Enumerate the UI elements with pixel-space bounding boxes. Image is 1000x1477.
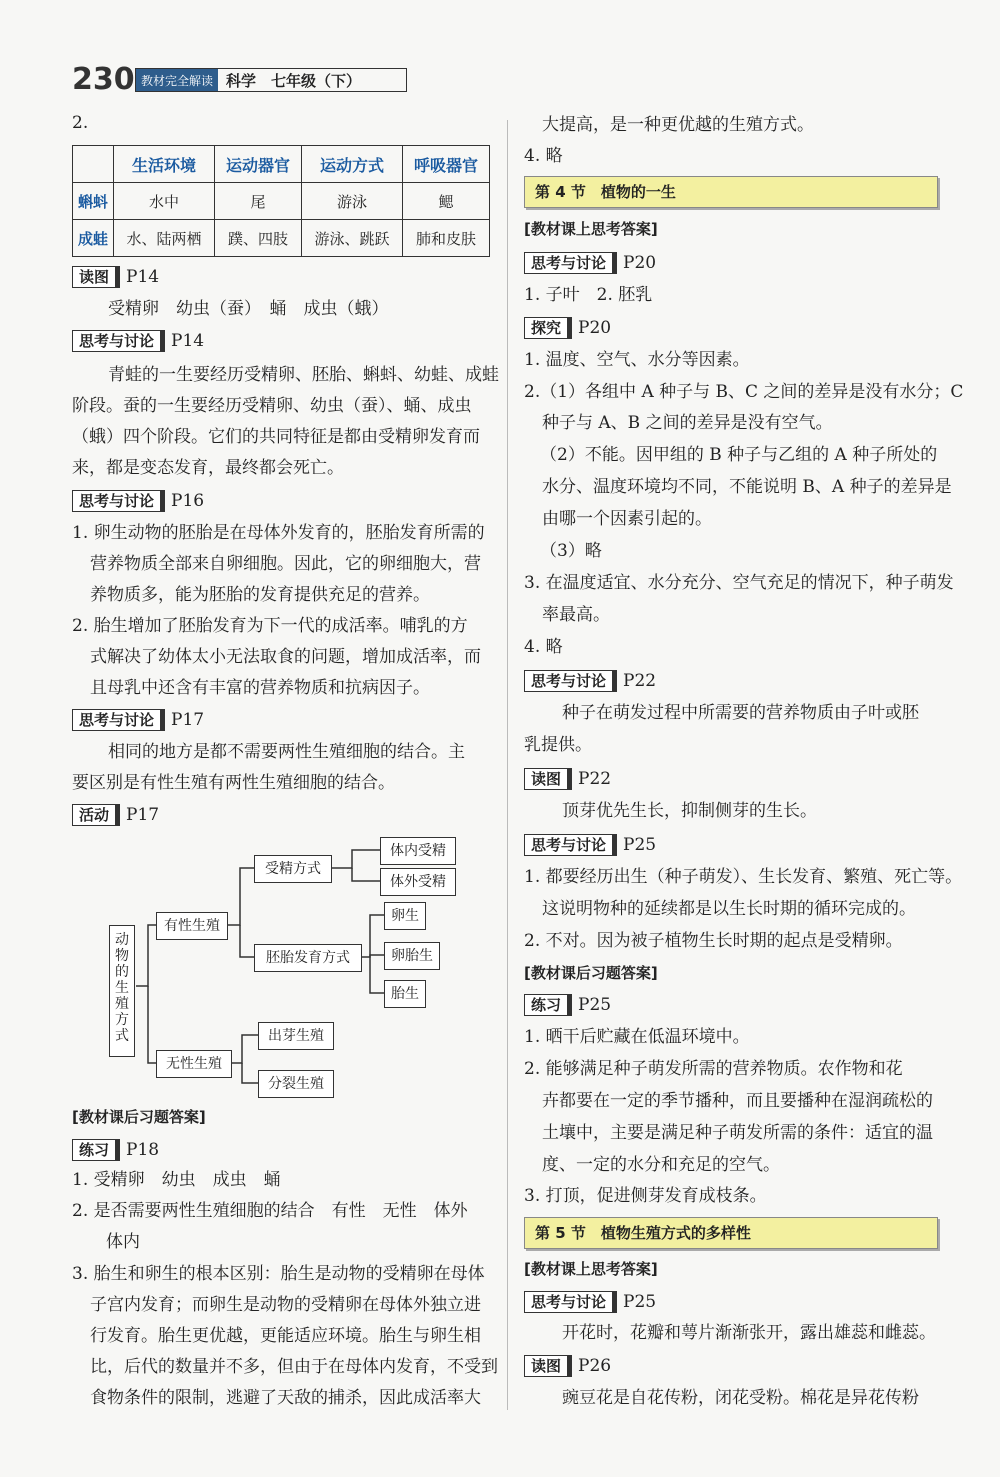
- page-ref: P25: [578, 995, 612, 1015]
- section-4-title: 第 4 节 植物的一生: [524, 176, 938, 208]
- block-heading: [524, 1287, 656, 1317]
- diagram-root-node: 动物的生殖方式: [109, 925, 135, 1057]
- table-header: 呼吸器官: [403, 146, 490, 183]
- page-ref: P16: [171, 491, 205, 511]
- answer-text: 行发育。胎生更优越，更能适应环境。胎生与卵生相: [90, 1326, 481, 1346]
- node-viviparous: 胎生: [384, 980, 426, 1008]
- page-ref: P18: [126, 1140, 160, 1160]
- section-tag: 思考与讨论: [524, 252, 617, 274]
- page-ref: P14: [171, 331, 205, 351]
- answer-text: 食物条件的限制，逃避了天敌的捕杀，因此成活率大: [90, 1388, 481, 1408]
- section-tag: 读图: [72, 266, 120, 288]
- section-tag: 思考与讨论: [72, 490, 165, 512]
- page-ref: P14: [126, 267, 160, 287]
- answer-text: 种子与 A、B 之间的差异是没有空气。: [542, 413, 833, 433]
- page-ref: P22: [623, 671, 657, 691]
- answer-text: 2. 胎生增加了胚胎发育为下一代的成活率。哺乳的方: [72, 616, 468, 636]
- table-cell: 蹼、四肢: [215, 220, 302, 257]
- section-tag: 活动: [72, 804, 120, 826]
- answer-text: 3. 在温度适宜、水分充分、空气充足的情况下，种子萌发: [524, 573, 954, 593]
- answer-text: 由哪一个因素引起的。: [542, 509, 712, 529]
- answer-text: 开花时，花瓣和萼片渐渐张开，露出雄蕊和雌蕊。: [562, 1323, 936, 1343]
- node-budding: 出芽生殖: [258, 1022, 334, 1050]
- answer-text: 子宫内发育；而卵生是动物的受精卵在母体外独立进: [90, 1295, 481, 1315]
- section-tag: 思考与讨论: [524, 1291, 617, 1313]
- page-ref: P26: [578, 1356, 612, 1376]
- answer-text: 2. 不对。因为被子植物生长时期的起点是受精卵。: [524, 931, 903, 951]
- node-embryo-development: 胚胎发育方式: [254, 944, 362, 972]
- answer-text: 卉都要在一定的季节播种，而且要播种在湿润疏松的: [542, 1091, 933, 1111]
- subsection-label: [教材课后习题答案]: [524, 964, 658, 982]
- block-heading: [524, 666, 656, 696]
- page-number: 230: [72, 62, 135, 97]
- answer-text: 2.（1）各组中 A 种子与 B、C 之间的差异是没有水分；C: [524, 382, 964, 402]
- answer-text: 度、一定的水分和充足的空气。: [542, 1155, 780, 1175]
- table-cell: 游泳: [301, 183, 402, 220]
- answer-text: 式解决了幼体太小无法取食的问题，增加成活率，而: [90, 647, 481, 667]
- answer-text: 比，后代的数量并不多，但由于在母体内发育，不受到: [90, 1357, 498, 1377]
- section-tag: 思考与讨论: [524, 834, 617, 856]
- node-fission: 分裂生殖: [258, 1070, 334, 1098]
- section-tag: 练习: [72, 1139, 120, 1161]
- answer-text: 乳提供。: [524, 735, 592, 755]
- node-asexual-reproduction: 无性生殖: [156, 1050, 232, 1078]
- answer-text: 率最高。: [542, 605, 610, 625]
- answer-text: 相同的地方是都不需要两性生殖细胞的结合。主: [108, 742, 465, 762]
- table-header: 运动方式: [301, 146, 402, 183]
- answer-text: 营养物质全部来自卵细胞。因此，它的卵细胞大，营: [90, 554, 481, 574]
- answer-text: 体内: [106, 1232, 140, 1252]
- answer-text: 要区别是有性生殖有两性生殖细胞的结合。: [72, 773, 395, 793]
- section-tag: 探究: [524, 317, 572, 339]
- section-tag: 读图: [524, 1355, 572, 1377]
- answer-text: 1. 子叶 2. 胚乳: [524, 285, 653, 305]
- series-label: 教材完全解读: [136, 69, 218, 91]
- block-heading: [524, 830, 656, 860]
- answer-text: 种子在萌发过程中所需要的营养物质由子叶或胚: [562, 703, 919, 723]
- answer-text: 且母乳中还含有丰富的营养物质和抗病因子。: [90, 678, 430, 698]
- row-header: 成蛙: [73, 220, 114, 257]
- subsection-label: [教材课上思考答案]: [524, 1260, 658, 1278]
- table-cell: 水、陆两栖: [114, 220, 215, 257]
- block-heading: [72, 1135, 159, 1165]
- page-ref: P25: [623, 835, 657, 855]
- answer-text: 1. 温度、空气、水分等因素。: [524, 350, 750, 370]
- block-heading: [524, 990, 611, 1020]
- answer-text: 1. 都要经历出生（种子萌发）、生长发育、繁殖、死亡等。: [524, 867, 963, 887]
- node-oviparous: 卵生: [384, 902, 426, 930]
- answer-text: 养物质多，能为胚胎的发育提供充足的营养。: [90, 585, 430, 605]
- answer-text: 3. 胎生和卵生的根本区别：胎生是动物的受精卵在母体: [72, 1264, 485, 1284]
- node-ovoviviparous: 卵胎生: [384, 942, 440, 970]
- answer-text: 阶段。蚕的一生要经历受精卵、幼虫（蚕）、蛹、成虫: [72, 396, 472, 416]
- answer-text: 1. 晒干后贮藏在低温环境中。: [524, 1027, 750, 1047]
- answer-text: 1. 卵生动物的胚胎是在母体外发育的，胚胎发育所需的: [72, 523, 485, 543]
- answer-text: 豌豆花是自花传粉，闭花受粉。棉花是异花传粉: [562, 1388, 919, 1408]
- node-internal-fertilization: 体内受精: [380, 837, 456, 865]
- answer-text: （蛾）四个阶段。它们的共同特征是都由受精卵发育而: [72, 427, 480, 447]
- page-ref: P17: [126, 805, 160, 825]
- subsection-label: [教材课后习题答案]: [72, 1108, 206, 1126]
- table-header: 生活环境: [114, 146, 215, 183]
- answer-text: （2）不能。因甲组的 B 种子与乙组的 A 种子所处的: [540, 445, 938, 465]
- node-fertilization-mode: 受精方式: [254, 855, 332, 883]
- row-header: 蝌蚪: [73, 183, 114, 220]
- section-5-title: 第 5 节 植物生殖方式的多样性: [524, 1217, 938, 1249]
- answer-text: 水分、温度环境均不同，不能说明 B、A 种子的差异是: [542, 477, 952, 497]
- table-cell: 水中: [114, 183, 215, 220]
- answer-text: 土壤中，主要是满足种子萌发所需的条件：适宜的温: [542, 1123, 933, 1143]
- page-ref: P20: [578, 318, 612, 338]
- table-header: 运动器官: [215, 146, 302, 183]
- table-cell: 鳃: [403, 183, 490, 220]
- block-heading: [524, 248, 656, 278]
- section-tag: 读图: [524, 768, 572, 790]
- answer-text: 1. 受精卵 幼虫 成虫 蛹: [72, 1170, 281, 1190]
- node-sexual-reproduction: 有性生殖: [156, 912, 228, 940]
- item-2-label: 2.: [72, 113, 89, 133]
- table-cell: 肺和皮肤: [403, 220, 490, 257]
- answer-text: 2. 能够满足种子萌发所需的营养物质。农作物和花: [524, 1059, 903, 1079]
- answer-text: 受精卵 幼虫（蚕） 蛹 成虫（蛾）: [108, 299, 389, 319]
- answer-text: 4. 略: [524, 637, 563, 657]
- answer-text: 青蛙的一生要经历受精卵、胚胎、蝌蚪、幼蛙、成蛙: [108, 365, 499, 385]
- page-ref: P22: [578, 769, 612, 789]
- section-tag: 练习: [524, 994, 572, 1016]
- block-heading: [524, 764, 611, 794]
- answer-text: 大提高，是一种更优越的生殖方式。: [542, 115, 814, 135]
- subsection-label: [教材课上思考答案]: [524, 220, 658, 238]
- section-tag: 思考与讨论: [72, 330, 165, 352]
- section-tag: 思考与讨论: [524, 670, 617, 692]
- table-cell: 尾: [215, 183, 302, 220]
- answer-text: 顶芽优先生长，抑制侧芽的生长。: [562, 801, 817, 821]
- answer-text: 2. 是否需要两性生殖细胞的结合 有性 无性 体外: [72, 1201, 468, 1221]
- answer-text: 4. 略: [524, 146, 563, 166]
- page-ref: P17: [171, 710, 205, 730]
- block-heading: [524, 1351, 611, 1381]
- page-ref: P25: [623, 1292, 657, 1312]
- page-ref: P20: [623, 253, 657, 273]
- block-heading: [524, 313, 611, 343]
- answer-text: 3. 打顶，促进侧芽发育成枝条。: [524, 1186, 767, 1206]
- node-external-fertilization: 体外受精: [380, 868, 456, 896]
- answer-text: 这说明物种的延续都是以生长时期的循环完成的。: [542, 899, 916, 919]
- subject-label: 科学 七年级（下）: [226, 71, 362, 90]
- answer-text: 来，都是变态发育，最终都会死亡。: [72, 458, 344, 478]
- answer-text: （3）略: [540, 541, 602, 561]
- table-cell: 游泳、跳跃: [301, 220, 402, 257]
- section-tag: 思考与讨论: [72, 709, 165, 731]
